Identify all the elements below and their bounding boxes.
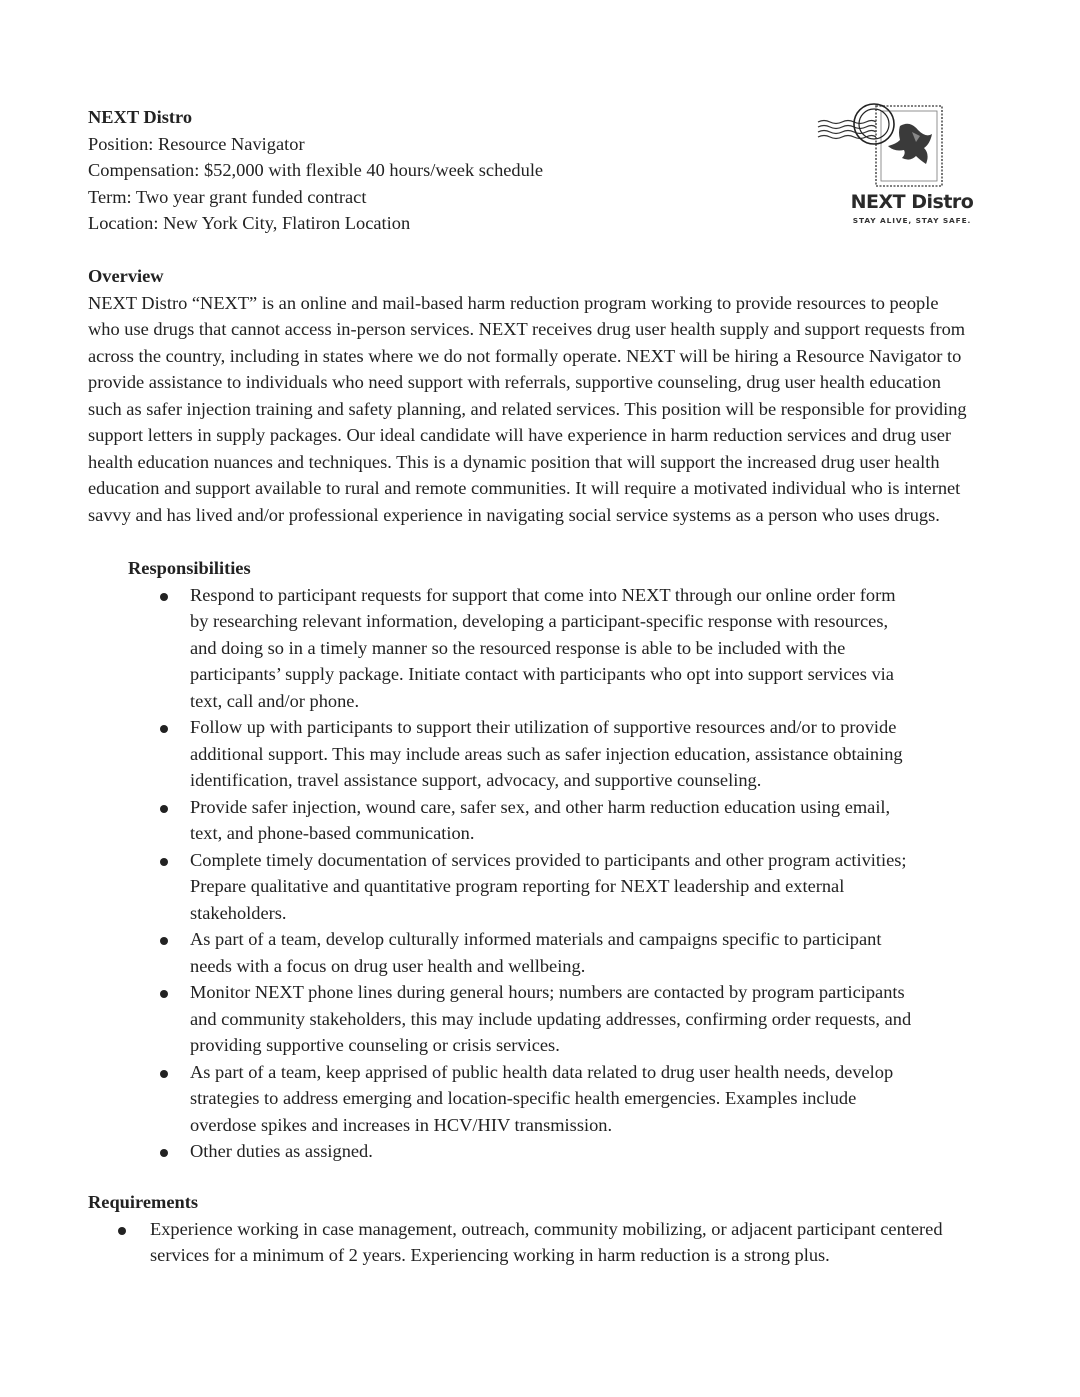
- overview-heading: Overview: [88, 266, 164, 286]
- list-item-line: Experience working in case management, outreach, community mobilizing, or adjacent participant centered: [150, 1218, 943, 1239]
- job-header: [88, 104, 788, 237]
- bullet-icon: [160, 1149, 168, 1157]
- list-item-line: identification, travel assistance support, advocacy, and supportive counseling.: [190, 770, 762, 790]
- list-item-line: Follow up with participants to support their utilization of supportive resources and/or to provide: [190, 717, 897, 737]
- list-item-line: text, call and/or phone.: [190, 690, 360, 711]
- list-item: [128, 926, 1028, 979]
- bullet-icon: [160, 937, 168, 945]
- list-item-line: by researching relevant information, developing a participant-specific response with resources,: [190, 611, 889, 631]
- list-item-line: and community stakeholders, this may include updating addresses, confirming order requests, and: [190, 1008, 912, 1029]
- responsibilities-heading: Responsibilities: [128, 558, 251, 578]
- org-name: NEXT Distro: [88, 107, 193, 127]
- list-item-line: needs with a focus on drug user health and wellbeing.: [190, 955, 586, 976]
- overview-paragraph: [88, 290, 1028, 529]
- term-line: Term: Two year grant funded contract: [88, 186, 367, 207]
- overview-section: [88, 263, 1028, 528]
- overview-line: education and support available to rural and remote communities. It will require a motivated individual who is internet: [88, 478, 961, 498]
- requirements-heading: Requirements: [88, 1192, 198, 1212]
- list-item-line: and doing so in a timely manner so the resourced response is able to be included with the: [190, 637, 846, 658]
- bullet-icon: [118, 1227, 126, 1235]
- logo-wordmark: NEXT Distro: [850, 191, 974, 213]
- requirements-section: [88, 1189, 1028, 1269]
- list-item-line: services for a minimum of 2 years. Experiencing working in harm reduction is a strong plus.: [150, 1245, 830, 1265]
- list-item-line: overdose spikes and increases in HCV/HIV transmission.: [190, 1114, 613, 1135]
- responsibilities-section: [128, 555, 1028, 1165]
- list-item-line: As part of a team, keep apprised of public health data related to drug user health needs, develop: [190, 1061, 894, 1082]
- overview-line: health education nuances and techniques. This is a dynamic position that will support the increased drug user health: [88, 451, 940, 472]
- list-item-line: providing supportive counseling or crisis services.: [190, 1035, 560, 1055]
- bullet-icon: [160, 1070, 168, 1078]
- list-item-line: Complete timely documentation of services provided to participants and other program activities;: [190, 849, 907, 870]
- list-item-line: participants’ supply package. Initiate contact with participants who opt into support services via: [190, 664, 894, 684]
- list-item: [128, 847, 1028, 927]
- list-item: [128, 582, 1028, 715]
- location-line: Location: New York City, Flatiron Location: [88, 213, 411, 233]
- overview-line: provide assistance to individuals who need support with referrals, supportive counseling, drug user health education: [88, 372, 941, 392]
- list-item: [88, 1216, 1028, 1269]
- list-item-line: As part of a team, develop culturally informed materials and campaigns specific to participant: [190, 929, 882, 949]
- list-item: [128, 794, 1028, 847]
- overview-line: savvy and has lived and/or professional experience in navigating social service systems as a person who uses drugs.: [88, 504, 940, 525]
- bullet-icon: [160, 858, 168, 866]
- requirements-list: [88, 1216, 1028, 1269]
- list-item: [128, 979, 1028, 1059]
- postage-stamp-hawk-icon: [812, 96, 992, 191]
- list-item-line: text, and phone-based communication.: [190, 823, 475, 843]
- bullet-icon: [160, 593, 168, 601]
- logo-tagline: STAY ALIVE, STAY SAFE.: [852, 216, 972, 225]
- list-item-line: Other duties as assigned.: [190, 1141, 373, 1161]
- bullet-icon: [160, 805, 168, 813]
- compensation-line: Compensation: $52,000 with flexible 40 hours/week schedule: [88, 160, 544, 180]
- overview-line: such as safer injection training and safety planning, and related services. This position will be responsible for providing: [88, 398, 967, 419]
- list-item-line: Respond to participant requests for support that come into NEXT through our online order form: [190, 584, 896, 605]
- list-item-line: Prepare qualitative and quantitative program reporting for NEXT leadership and external: [190, 876, 845, 896]
- list-item-line: stakeholders.: [190, 902, 287, 923]
- position-line: Position: Resource Navigator: [88, 133, 305, 154]
- list-item-line: Monitor NEXT phone lines during general hours; numbers are contacted by program participants: [190, 982, 905, 1002]
- list-item: [128, 1138, 1028, 1165]
- list-item-line: Provide safer injection, wound care, safer sex, and other harm reduction education using email,: [190, 796, 891, 817]
- bullet-icon: [160, 990, 168, 998]
- overview-line: support letters in supply packages. Our ideal candidate will have experience in harm reduction services and drug user: [88, 425, 952, 445]
- bullet-icon: [160, 725, 168, 733]
- list-item: [128, 714, 1028, 794]
- overview-line: who use drugs that cannot access in-person services. NEXT receives drug user health supply and support requests from: [88, 319, 966, 339]
- responsibilities-list: [128, 582, 1028, 1165]
- overview-line: NEXT Distro “NEXT” is an online and mail-based harm reduction program working to provide resources to people: [88, 292, 939, 313]
- next-distro-logo: [812, 96, 992, 236]
- list-item-line: additional support. This may include areas such as safer injection education, assistance obtaining: [190, 743, 903, 764]
- overview-line: across the country, including in states where we do not formally operate. NEXT will be hiring a Resource Navigator to: [88, 345, 962, 366]
- list-item-line: strategies to address emerging and location-specific health emergencies. Examples include: [190, 1088, 857, 1108]
- list-item: [128, 1059, 1028, 1139]
